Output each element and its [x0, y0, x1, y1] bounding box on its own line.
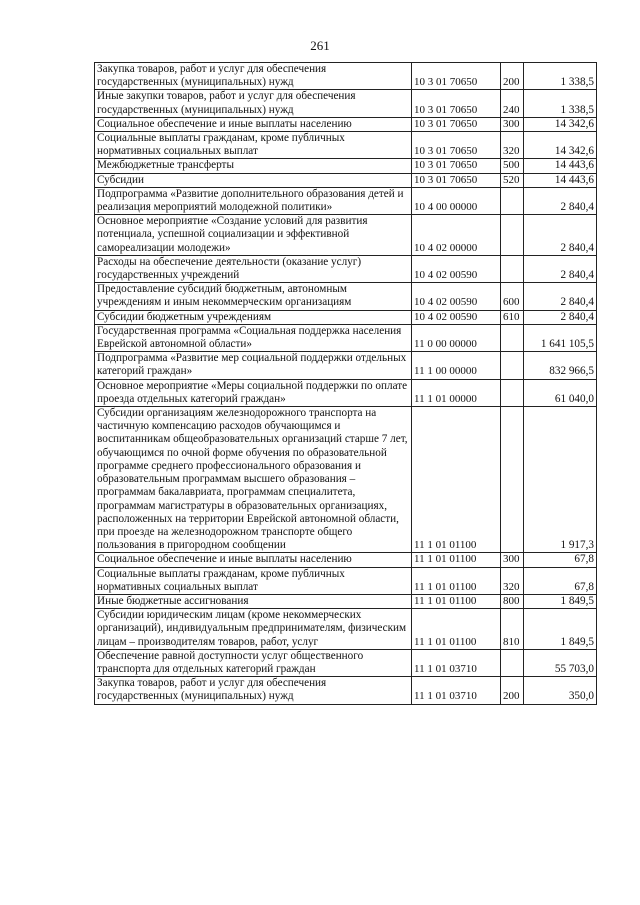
table-row [95, 567, 597, 594]
row-expense-type: 520 [501, 173, 524, 187]
row-amount: 1 849,5 [524, 594, 597, 608]
table-row [95, 553, 597, 567]
row-name: Иные бюджетные ассигнования [95, 594, 412, 608]
row-name: Субсидии [95, 173, 412, 187]
row-expense-type: 600 [501, 283, 524, 310]
row-expense-type: 300 [501, 553, 524, 567]
row-amount: 67,8 [524, 553, 597, 567]
row-amount: 14 342,6 [524, 132, 597, 159]
table-row [95, 283, 597, 310]
row-name: Межбюджетные трансферты [95, 159, 412, 173]
row-name: Предоставление субсидий бюджетным, автономным учреждениям и иным некоммерческим организациям [95, 283, 412, 310]
row-code: 10 4 02 00590 [412, 283, 501, 310]
row-code: 11 0 00 00000 [412, 324, 501, 351]
row-amount: 1 849,5 [524, 609, 597, 650]
row-code: 11 1 01 03710 [412, 677, 501, 704]
row-code: 10 3 01 70650 [412, 132, 501, 159]
row-amount: 2 840,4 [524, 187, 597, 214]
row-name: Социальные выплаты гражданам, кроме публичных нормативных социальных выплат [95, 567, 412, 594]
row-expense-type: 300 [501, 117, 524, 131]
row-name: Субсидии юридическим лицам (кроме некоммерческих организаций), индивидуальным предпринимателям, физическим лицам – производителям товаров, работ, услуг [95, 609, 412, 650]
row-name: Иные закупки товаров, работ и услуг для обеспечения государственных (муниципальных) нужд [95, 90, 412, 117]
table-row [95, 187, 597, 214]
row-expense-type [501, 255, 524, 282]
row-code: 11 1 01 01100 [412, 594, 501, 608]
row-amount: 14 443,6 [524, 173, 597, 187]
table-row [95, 310, 597, 324]
row-name: Подпрограмма «Развитие дополнительного образования детей и реализация мероприятий молодежной политики» [95, 187, 412, 214]
row-expense-type [501, 352, 524, 379]
row-amount: 67,8 [524, 567, 597, 594]
row-name: Закупка товаров, работ и услуг для обеспечения государственных (муниципальных) нужд [95, 677, 412, 704]
row-name: Социальное обеспечение и иные выплаты населению [95, 117, 412, 131]
table-row [95, 117, 597, 131]
row-expense-type: 240 [501, 90, 524, 117]
row-expense-type [501, 379, 524, 406]
row-expense-type [501, 407, 524, 553]
row-expense-type: 200 [501, 63, 524, 90]
row-amount: 2 840,4 [524, 283, 597, 310]
page-number: 261 [310, 38, 330, 53]
row-amount: 350,0 [524, 677, 597, 704]
row-code: 11 1 00 00000 [412, 352, 501, 379]
table-row [95, 132, 597, 159]
row-expense-type [501, 649, 524, 676]
row-code: 11 1 01 01100 [412, 567, 501, 594]
row-code: 10 3 01 70650 [412, 159, 501, 173]
row-code: 11 1 01 01100 [412, 407, 501, 553]
row-name: Подпрограмма «Развитие мер социальной поддержки отдельных категорий граждан» [95, 352, 412, 379]
row-expense-type: 320 [501, 132, 524, 159]
row-expense-type: 200 [501, 677, 524, 704]
row-amount: 14 342,6 [524, 117, 597, 131]
row-code: 10 3 01 70650 [412, 90, 501, 117]
table-row [95, 90, 597, 117]
table-row [95, 677, 597, 704]
row-name: Социальные выплаты гражданам, кроме публичных нормативных социальных выплат [95, 132, 412, 159]
row-code: 10 4 02 00590 [412, 310, 501, 324]
row-expense-type: 500 [501, 159, 524, 173]
row-name: Закупка товаров, работ и услуг для обеспечения государственных (муниципальных) нужд [95, 63, 412, 90]
row-amount: 2 840,4 [524, 215, 597, 256]
row-amount: 1 641 105,5 [524, 324, 597, 351]
row-amount: 2 840,4 [524, 255, 597, 282]
table-row [95, 159, 597, 173]
row-code: 11 1 01 03710 [412, 649, 501, 676]
row-code: 10 3 01 70650 [412, 63, 501, 90]
row-amount: 2 840,4 [524, 310, 597, 324]
table-row [95, 407, 597, 553]
budget-table [94, 62, 597, 705]
row-expense-type: 810 [501, 609, 524, 650]
table-row [95, 352, 597, 379]
table-row [95, 255, 597, 282]
row-amount: 1 338,5 [524, 90, 597, 117]
row-expense-type: 320 [501, 567, 524, 594]
row-code: 10 4 02 00000 [412, 215, 501, 256]
row-expense-type: 800 [501, 594, 524, 608]
table-row [95, 609, 597, 650]
row-expense-type [501, 324, 524, 351]
table-row [95, 173, 597, 187]
table-row [95, 215, 597, 256]
row-code: 10 4 00 00000 [412, 187, 501, 214]
row-amount: 55 703,0 [524, 649, 597, 676]
row-name: Обеспечение равной доступности услуг общественного транспорта для отдельных категорий граждан [95, 649, 412, 676]
row-amount: 1 917,3 [524, 407, 597, 553]
row-code: 10 4 02 00590 [412, 255, 501, 282]
table-row [95, 649, 597, 676]
row-amount: 61 040,0 [524, 379, 597, 406]
table-row [95, 324, 597, 351]
row-amount: 1 338,5 [524, 63, 597, 90]
row-name: Государственная программа «Социальная поддержка населения Еврейской автономной области» [95, 324, 412, 351]
table-row [95, 594, 597, 608]
row-code: 11 1 01 01100 [412, 609, 501, 650]
row-expense-type: 610 [501, 310, 524, 324]
row-code: 11 1 01 01100 [412, 553, 501, 567]
row-amount: 14 443,6 [524, 159, 597, 173]
row-expense-type [501, 187, 524, 214]
table-row [95, 63, 597, 90]
row-name: Расходы на обеспечение деятельности (оказание услуг) государственных учреждений [95, 255, 412, 282]
row-name: Субсидии организациям железнодорожного транспорта на частичную компенсацию расходов обучающимся и воспитанникам общеобразовательных организаций старше 7 лет, обучающимся по очной форме обучения по образовательной программе среднего профессионального образования и образовательным программам высшего образования – программам бакалавриата, программам специалитета, программам магистратуры в образовательных организациях, расположенных на территории Еврейской автономной области, при проезде на железнодорожном транспорте общего пользования в пригородном сообщении [95, 407, 412, 553]
row-code: 10 3 01 70650 [412, 173, 501, 187]
row-amount: 832 966,5 [524, 352, 597, 379]
row-code: 10 3 01 70650 [412, 117, 501, 131]
row-code: 11 1 01 00000 [412, 379, 501, 406]
row-name: Субсидии бюджетным учреждениям [95, 310, 412, 324]
table-row [95, 379, 597, 406]
row-name: Основное мероприятие «Создание условий для развития потенциала, успешной социализации и эффективной самореализации молодежи» [95, 215, 412, 256]
row-name: Социальное обеспечение и иные выплаты населению [95, 553, 412, 567]
row-expense-type [501, 215, 524, 256]
row-name: Основное мероприятие «Меры социальной поддержки по оплате проезда отдельных категорий граждан» [95, 379, 412, 406]
